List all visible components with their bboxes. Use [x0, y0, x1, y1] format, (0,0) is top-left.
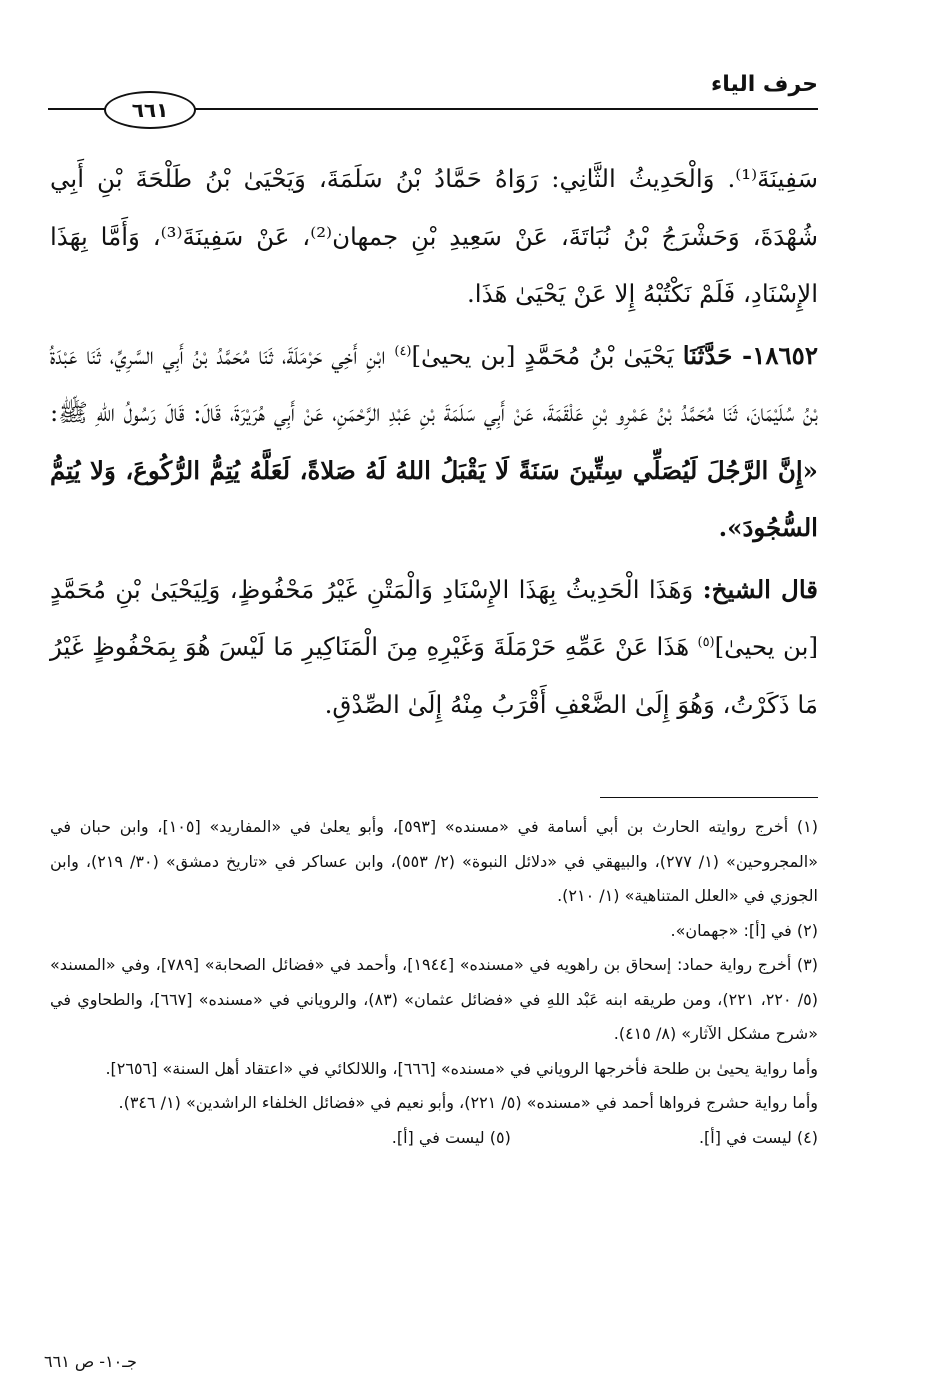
- paragraph-commentary: [50, 561, 818, 734]
- footnote-rule: [600, 797, 818, 798]
- chapter-title: حرف الياء: [710, 72, 818, 97]
- footnote-4: (٤) ليست في [أ].: [698, 1127, 818, 1147]
- page-number: ٦٦١: [104, 91, 196, 129]
- footnote-ref-4: (٤): [394, 343, 412, 359]
- hadith-chain: ابْنِ أَخِي حَرْمَلَةَ، ثَنَا مُحَمَّدُ بْنُ أَبِي السَّرِيِّ، ثَنَا عَبْدَةُ بْنُ سُلَيْمَانَ، ثَنَا مُحَمَّدُ بْنُ عَمْرِو بْنِ عَلْقَمَةَ، عَنْ أَبِي سَلَمَةَ بْنِ عَبْدِ الرَّحْمَنِ، عَنْ أَبِي هُرَيْرَةَ، قَالَ: قَالَ رَسُولُ اللهِ ﷺ:: [50, 340, 818, 427]
- footnote-1: (١) أخرج روايته الحارث بن أبي أسامة في «مسنده» [٥٩٣]، وأبو يعلىٰ في «المفاريد» [١٠٥]، وابن حبان في «المجروحين» (١/ ٢٧٧)، والبيهقي في «دلائل النبوة» (٢/ ٥٥٣)، وابن عساكر في «تاريخ دمشق» (٣٠/ ٢١٩)، وابن الجوزي في «العلل المتناهية» (١/ ٢١٠).: [50, 817, 819, 905]
- commentary-start: وَهَذَا الْحَدِيثُ بِهَذَا الإِسْنَادِ وَالْمَتْنِ غَيْرُ مَحْفُوظٍ، وَلِيَحْيَىٰ بْنِ مُحَمَّدٍ [بن يحيىٰ]: [50, 574, 819, 661]
- hadith-chain-start: يَحْيَىٰ بْنُ مُحَمَّدٍ [بن يحيىٰ]: [411, 340, 674, 370]
- footnote-3: (٣) أخرج رواية حماد: إسحاق بن راهويه في «مسنده» [١٩٤٤]، وأحمد في «فضائل الصحابة» [٧٨٩]، وفي «المسند» (٥/ ٢٢٠، ٢٢١)، ومن طريقه ابنه عَبْد اللهِ في «فضائل عثمان» (٨٣)، والروياني في «مسنده» [٦٦٧]، والطحاوي في «شرح مشكل الآثار» (٨/ ٤١٥).: [50, 955, 819, 1043]
- footnote-3-cont-2: وأما رواية حشرج فرواها أحمد في «مسنده» (٥/ ٢٢١)، وأبو نعيم في «فضائل الخلفاء الراشدين» (١/ ٣٤٦).: [118, 1093, 818, 1112]
- footnote-ref-5: (٥): [697, 634, 715, 650]
- footnote-5: (٥) ليست في [أ].: [391, 1127, 511, 1147]
- footnote-2: (٢) في [أ]: «جهمان».: [670, 920, 818, 940]
- footnote-3-cont-1: وأما رواية يحيىٰ بن طلحة فأخرجها الروياني في «مسنده» [٦٦٦]، واللالكائي في «اعتقاد أهل السنة» [٢٦٥٦].: [105, 1058, 818, 1078]
- paragraph-hadith: [50, 327, 818, 557]
- footnotes: [50, 810, 818, 1155]
- volume-page-code: جـ١٠- ص ٦٦١: [44, 1352, 137, 1371]
- commentary-end: هَذَا عَنْ عَمِّهِ حَرْمَلَةَ وَغَيْرِهِ مِنَ الْمَنَاكِيرِ مَا لَيْسَ هُوَ بِمَحْفُوظٍ غَيْرُ مَا ذَكَرْتُ، وَهُوَ إِلَىٰ الضَّعْفِ أَقْرَبُ مِنْهُ إِلَىٰ الصِّدْقِ.: [50, 632, 818, 719]
- sheikh-label: قال الشيخ:: [702, 574, 819, 604]
- hadith-number: ١٨٦٥٢- حَدَّثَنَا: [682, 340, 818, 370]
- hadith-text: «إِنَّ الرَّجُلَ لَيُصَلِّي سِتِّينَ سَنَةً لَا يَقْبَلُ اللهُ لَهُ صَلاةً، لَعَلَّهُ يُتِمُّ الرُّكُوعَ، وَلا يُتِمُّ السُّجُودَ».: [50, 455, 818, 542]
- footnote-row-4-5: [50, 1121, 818, 1156]
- main-text: [50, 150, 818, 733]
- paragraph-1: سَفِينَةَ⁽¹⁾. وَالْحَدِيثُ الثَّانِي: رَوَاهُ حَمَّادُ بْنُ سَلَمَةَ، وَيَحْيَىٰ بْنُ طَلْحَةَ بْنِ أَبِي شُهْدَةَ، وَحَشْرَجُ بْنُ نُبَاتَةَ، عَنْ سَعِيدِ بْنِ جمهان⁽²⁾، عَنْ سَفِينَةَ⁽³⁾، وَأَمَّا بِهَذَا الإِسْنَادِ، فَلَمْ نَكْتُبْهُ إِلا عَنْ يَحْيَىٰ هَذَا.: [50, 164, 818, 308]
